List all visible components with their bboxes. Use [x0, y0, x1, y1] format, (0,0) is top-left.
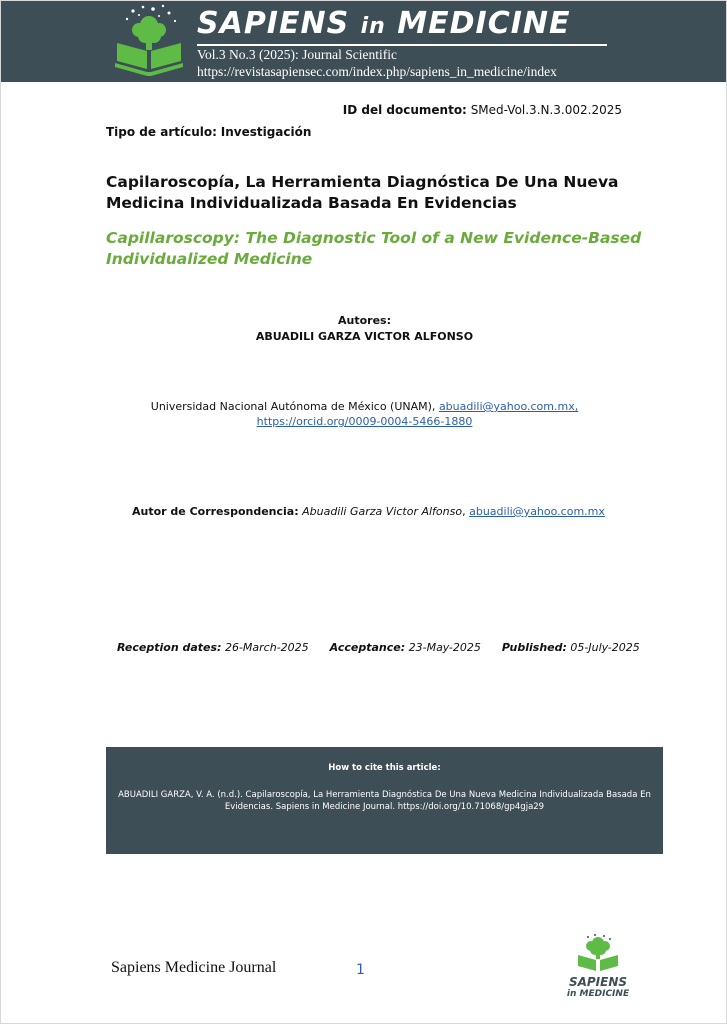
article-type-label: Tipo de artículo:	[106, 125, 217, 139]
issue-line: Vol.3 No.3 (2025): Journal Scientific	[197, 47, 397, 62]
published-value: 05-July-2025	[570, 641, 640, 654]
author-email-link[interactable]: abuadili@yahoo.com.mx,	[438, 400, 579, 413]
title-spanish-line2: Medicina Individualizada Basada En Evidencias	[106, 194, 517, 212]
article-type-value: Investigación	[220, 125, 312, 139]
author-affiliation	[1, 399, 727, 429]
footer-journal-name: Sapiens Medicine Journal	[111, 959, 277, 976]
authors-label: Autores:	[338, 314, 391, 327]
citation-box	[106, 747, 663, 854]
title-english-line2: Individualized Medicine	[106, 250, 313, 268]
acceptance-label: Acceptance:	[329, 641, 406, 654]
article-type	[106, 125, 311, 139]
correspondence-separator: ,	[462, 505, 466, 518]
title-english-line1: Capillaroscopy: The Diagnostic Tool of a New Evidence-Based	[106, 229, 642, 247]
journal-title	[197, 4, 571, 44]
acceptance-value: 23-May-2025	[408, 641, 481, 654]
footer-logo-line2: in MEDICINE	[566, 989, 630, 999]
document-id	[343, 103, 622, 117]
book-tree-logo-icon	[558, 933, 638, 977]
document-id-label: ID del documento:	[342, 103, 467, 117]
footer-logo	[558, 933, 638, 1003]
publication-dates	[117, 641, 640, 654]
footer-logo-line1: SAPIENS	[568, 975, 628, 989]
banner-divider	[197, 44, 607, 46]
correspondence-author	[132, 505, 605, 518]
title-spanish-line1: Capilaroscopía, La Herramienta Diagnóstica De Una Nueva	[106, 173, 619, 191]
author-name: ABUADILI GARZA VICTOR ALFONSO	[255, 330, 474, 343]
journal-title-part2: MEDICINE	[397, 6, 571, 41]
title-english	[106, 228, 666, 270]
correspondence-label: Autor de Correspondencia:	[132, 505, 299, 518]
journal-url[interactable]: https://revistasapiensec.com/index.php/sapiens_in_medicine/index	[197, 64, 557, 79]
page-number: 1	[356, 962, 365, 978]
correspondence-email-link[interactable]: abuadili@yahoo.com.mx	[469, 505, 605, 518]
journal-title-part1: SAPIENS	[197, 6, 350, 41]
orcid-link[interactable]: https://orcid.org/0009-0004-5466-1880	[256, 415, 473, 428]
correspondence-name: Abuadili Garza Victor Alfonso	[302, 505, 463, 518]
reception-label: Reception dates:	[117, 641, 222, 654]
document-id-value: SMed-Vol.3.N.3.002.2025	[470, 103, 622, 117]
book-tree-logo-icon	[109, 3, 189, 81]
journal-title-in: in	[360, 14, 386, 39]
journal-banner	[1, 1, 726, 82]
citation-line2: Evidencias. Sapiens in Medicine Journal. https://doi.org/10.71068/gp4gja29	[224, 802, 545, 812]
published-label: Published:	[501, 641, 567, 654]
citation-title: How to cite this article:	[328, 763, 441, 773]
citation-text	[112, 789, 657, 813]
citation-line1: ABUADILI GARZA, V. A. (n.d.). Capilaroscopía, La Herramienta Diagnóstica De Una Nueva Medicina Individualizada Basada En	[118, 790, 651, 800]
title-spanish	[106, 172, 666, 214]
reception-value: 26-March-2025	[224, 641, 309, 654]
affiliation-text: Universidad Nacional Autónoma de México (UNAM),	[150, 400, 436, 413]
